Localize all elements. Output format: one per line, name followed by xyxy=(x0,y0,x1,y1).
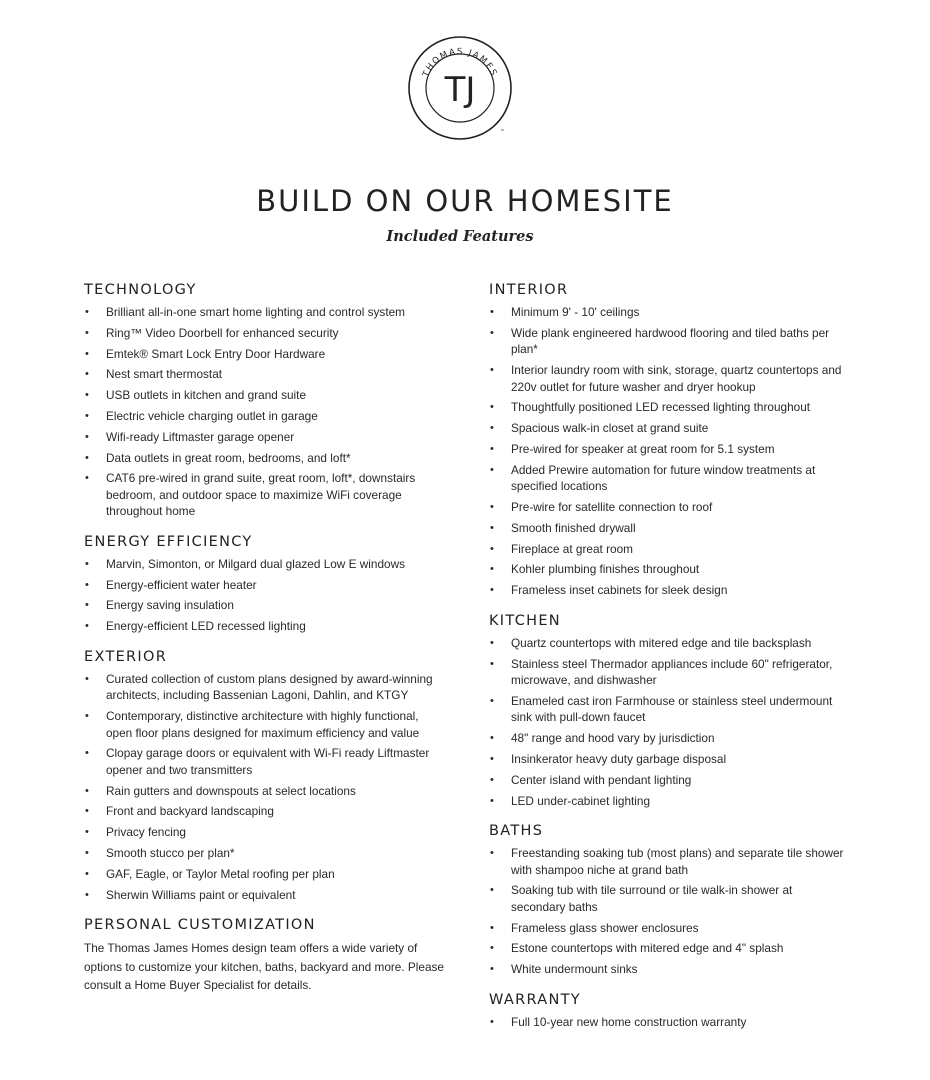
feature-list-item: • Emtek® Smart Lock Entry Door Hardware xyxy=(84,346,444,363)
feature-list-item: • Wifi-ready Liftmaster garage opener xyxy=(84,429,444,446)
feature-list-item: • Curated collection of custom plans designed by award-winning architects, including Bassenian Lagoni, Dahlin, and KTGY xyxy=(84,671,444,704)
feature-list-item: • Freestanding soaking tub (most plans) and separate tile shower with shampoo niche at grand bath xyxy=(489,845,844,878)
feature-list-item: • USB outlets in kitchen and grand suite xyxy=(84,387,444,404)
feature-list-item: • Added Prewire automation for future window treatments at specified locations xyxy=(489,462,844,495)
feature-list-item: • Brilliant all-in-one smart home lighting and control system xyxy=(84,304,444,321)
feature-list-item: • Stainless steel Thermador appliances include 60" refrigerator, microwave, and dishwasher xyxy=(489,656,844,689)
logo-emblem xyxy=(407,35,513,141)
feature-list-item: • Kohler plumbing finishes throughout xyxy=(489,561,844,578)
feature-list-item: • Front and backyard landscaping xyxy=(84,803,444,820)
feature-list-item: • Marvin, Simonton, or Milgard dual glazed Low E windows xyxy=(84,556,444,573)
energy-efficiency-list xyxy=(84,556,444,635)
right-column xyxy=(489,282,844,1044)
warranty-list xyxy=(489,1014,844,1031)
technology-heading: TECHNOLOGY xyxy=(84,282,197,298)
feature-list-item: • Pre-wired for speaker at great room for 5.1 system xyxy=(489,441,844,458)
feature-list-item: • Quartz countertops with mitered edge and tile backsplash xyxy=(489,635,844,652)
technology-list xyxy=(84,304,444,520)
feature-list-item: • Fireplace at great room xyxy=(489,541,844,558)
feature-list-item: • Pre-wire for satellite connection to roof xyxy=(489,499,844,516)
feature-list-item: • Nest smart thermostat xyxy=(84,366,444,383)
warranty-heading: WARRANTY xyxy=(489,991,581,1008)
feature-list-item: • Estone countertops with mitered edge and 4" splash xyxy=(489,940,844,957)
feature-list-item: • Electric vehicle charging outlet in garage xyxy=(84,408,444,425)
kitchen-heading: KITCHEN xyxy=(489,612,561,629)
feature-list-item: • Thoughtfully positioned LED recessed lighting throughout xyxy=(489,399,844,416)
personal-customization-text: The Thomas James Homes design team offers a wide variety of options to customize your kitchen, baths, backyard and more. Please consult a Home Buyer Specialist for details. xyxy=(84,941,444,993)
feature-list-item: • CAT6 pre-wired in grand suite, great room, loft*, downstairs bedroom, and outdoor space to maximize WiFi coverage throughout home xyxy=(84,470,444,520)
feature-list-item: • Enameled cast iron Farmhouse or stainless steel undermount sink with pull-down faucet xyxy=(489,693,844,726)
feature-list-item: • Energy-efficient LED recessed lighting xyxy=(84,618,444,635)
feature-list-item: • Data outlets in great room, bedrooms, and loft* xyxy=(84,450,444,467)
feature-list-item: • Center island with pendant lighting xyxy=(489,772,844,789)
feature-list-item: • Frameless inset cabinets for sleek design xyxy=(489,582,844,599)
feature-list-item: • Interior laundry room with sink, storage, quartz countertops and 220v outlet for future washer and dryer hookup xyxy=(489,362,844,395)
kitchen-list xyxy=(489,635,844,809)
feature-list-item: • Energy-efficient water heater xyxy=(84,577,444,594)
feature-list-item: • Smooth finished drywall xyxy=(489,520,844,537)
interior-list xyxy=(489,304,844,599)
feature-list-item: • Spacious walk-in closet at grand suite xyxy=(489,420,844,437)
feature-list-item: • 48" range and hood vary by jurisdiction xyxy=(489,730,844,747)
page-title: BUILD ON OUR HOMESITE xyxy=(256,184,674,218)
thomas-james-homes-logo xyxy=(407,35,513,141)
feature-list-item: • Soaking tub with tile surround or tile walk-in shower at secondary baths xyxy=(489,882,844,915)
logo-monogram: TJ xyxy=(444,70,476,110)
feature-list-item: • Wide plank engineered hardwood flooring and tiled baths per plan* xyxy=(489,325,844,358)
feature-list-item: • GAF, Eagle, or Taylor Metal roofing per plan xyxy=(84,866,444,883)
baths-heading: BATHS xyxy=(489,823,544,840)
logo-trademark: ™ xyxy=(500,129,505,135)
feature-list-item: • Ring™ Video Doorbell for enhanced security xyxy=(84,325,444,342)
feature-list-item: • Contemporary, distinctive architecture with highly functional, open floor plans designed for maximum efficiency and value xyxy=(84,708,444,741)
page-subtitle: Included Features xyxy=(386,228,534,245)
exterior-heading: EXTERIOR xyxy=(84,648,168,665)
feature-list-item: • White undermount sinks xyxy=(489,961,844,978)
logo-top-text: THOMAS JAMES xyxy=(421,46,499,79)
interior-heading: INTERIOR xyxy=(489,282,569,298)
personal-customization-heading: PERSONAL CUSTOMIZATION xyxy=(84,917,316,934)
feature-list-item: • Minimum 9' - 10' ceilings xyxy=(489,304,844,321)
baths-list xyxy=(489,845,844,978)
feature-list-item: • Energy saving insulation xyxy=(84,597,444,614)
feature-list-item: • Rain gutters and downspouts at select locations xyxy=(84,783,444,800)
left-column xyxy=(84,282,444,995)
feature-list-item: • Privacy fencing xyxy=(84,824,444,841)
feature-list-item: • Frameless glass shower enclosures xyxy=(489,920,844,937)
exterior-list xyxy=(84,671,444,903)
feature-list-item: • Smooth stucco per plan* xyxy=(84,845,444,862)
energy-efficiency-heading: ENERGY EFFICIENCY xyxy=(84,533,253,550)
feature-list-item: • LED under-cabinet lighting xyxy=(489,793,844,810)
feature-list-item: • Clopay garage doors or equivalent with Wi-Fi ready Liftmaster opener and two transmitters xyxy=(84,745,444,778)
feature-list-item: • Insinkerator heavy duty garbage disposal xyxy=(489,751,844,768)
feature-list-item: • Sherwin Williams paint or equivalent xyxy=(84,887,444,904)
feature-list-item: • Full 10-year new home construction warranty xyxy=(489,1014,844,1031)
